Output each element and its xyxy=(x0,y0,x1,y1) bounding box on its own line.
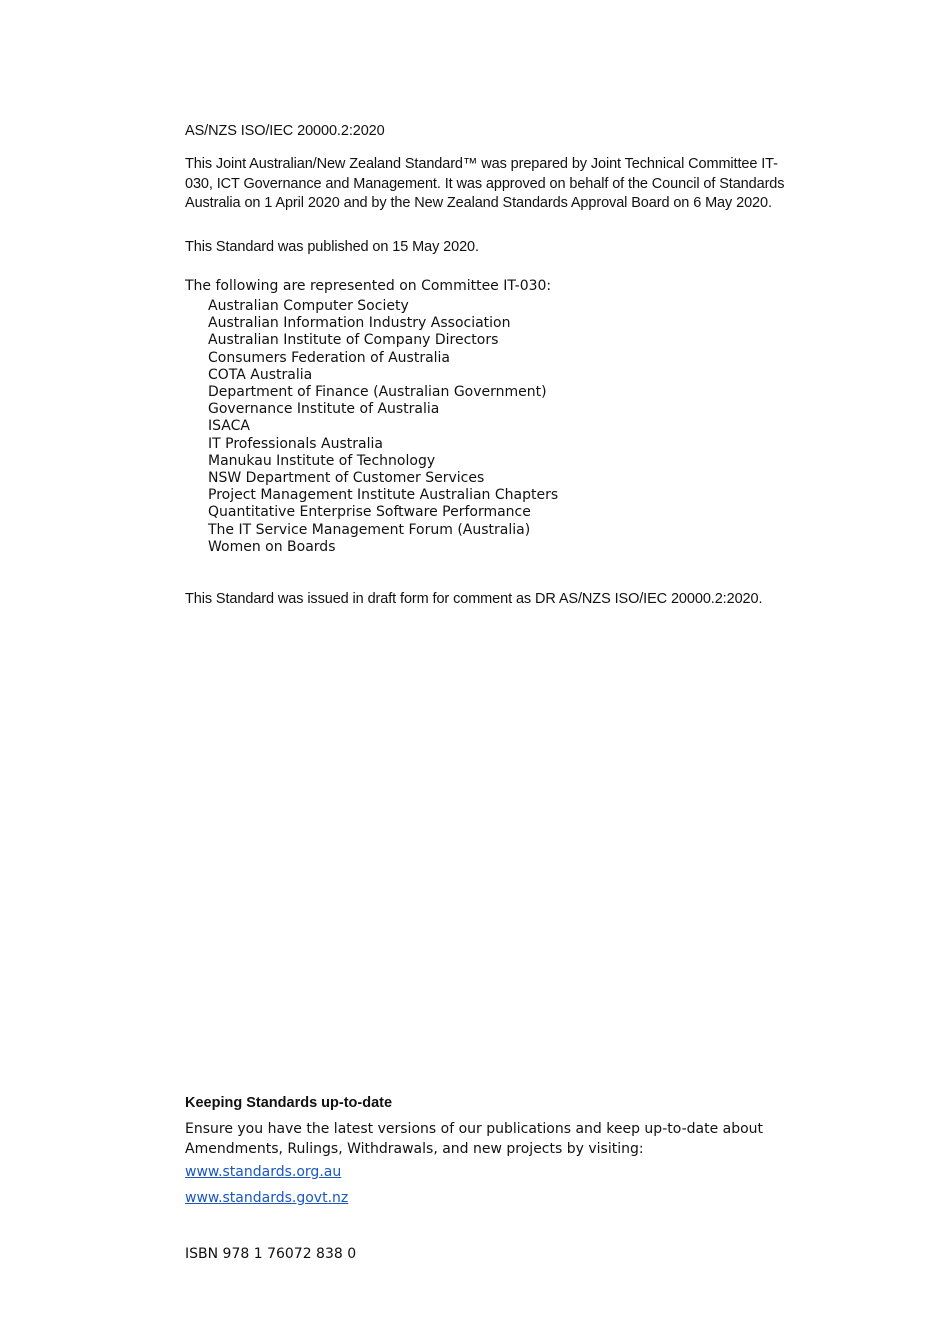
standards-australia-link[interactable]: www.standards.org.au xyxy=(185,1164,342,1180)
committee-member: Consumers Federation of Australia xyxy=(208,349,451,366)
committee-member: ISACA xyxy=(208,418,250,435)
committee-member-list xyxy=(208,298,558,556)
standards-new-zealand-link[interactable]: www.standards.govt.nz xyxy=(185,1190,349,1206)
publication-date-note: This Standard was published on 15 May 2020. xyxy=(185,239,479,255)
document-code: AS/NZS ISO/IEC 20000.2:2020 xyxy=(185,123,385,139)
committee-member: The IT Service Management Forum (Australia) xyxy=(208,521,531,538)
committee-member: COTA Australia xyxy=(208,366,313,383)
committee-member: Department of Finance (Australian Government) xyxy=(208,384,547,401)
committee-member: Manukau Institute of Technology xyxy=(208,452,436,469)
committee-member: IT Professionals Australia xyxy=(208,435,383,452)
committee-member: Quantitative Enterprise Software Performance xyxy=(208,504,531,521)
committee-member: Governance Institute of Australia xyxy=(208,401,440,418)
committee-member: NSW Department of Customer Services xyxy=(208,470,485,487)
preparation-paragraph: This Joint Australian/New Zealand Standard™ was prepared by Joint Technical Committee IT-030, ICT Governance and Management. It was approved on behalf of the Council of Standards Australia on 1 April 2020 and by the New Zealand Standards Approval Board on 6 May 2020. xyxy=(185,156,785,211)
draft-note: This Standard was issued in draft form for comment as DR AS/NZS ISO/IEC 20000.2:2020. xyxy=(185,591,763,607)
committee-member: Australian Computer Society xyxy=(208,298,409,314)
committee-member: Australian Information Industry Association xyxy=(208,315,511,332)
committee-member: Australian Institute of Company Directors xyxy=(208,332,499,349)
committee-member: Women on Boards xyxy=(208,538,336,555)
committee-intro: The following are represented on Committee IT-030: xyxy=(185,278,552,294)
committee-member: Project Management Institute Australian Chapters xyxy=(208,487,559,504)
keeping-up-to-date-heading: Keeping Standards up-to-date xyxy=(185,1095,393,1111)
keeping-up-to-date-text: Ensure you have the latest versions of our publications and keep up-to-date about Amendments, Rulings, Withdrawals, and new projects by visiting: xyxy=(185,1121,764,1157)
isbn: ISBN 978 1 76072 838 0 xyxy=(185,1246,357,1262)
